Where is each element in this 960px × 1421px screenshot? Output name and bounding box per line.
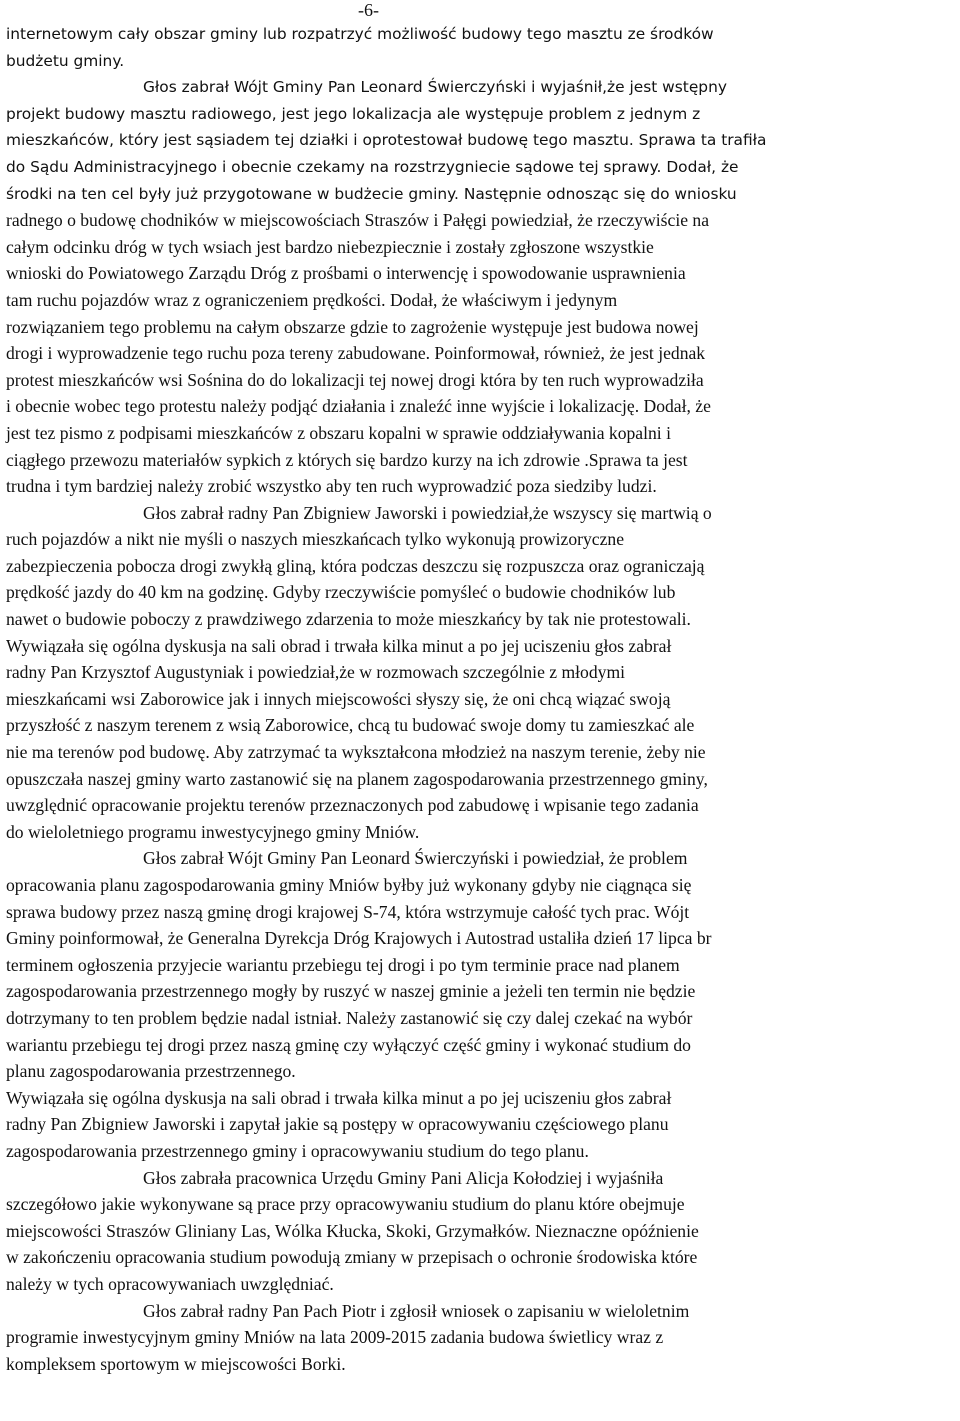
text-line: i obecnie wobec tego protestu należy podjąć działania i znaleźć inne wyjście i lokalizację. Dodał, że	[6, 396, 711, 417]
text-line: Gminy poinformował, że Generalna Dyrekcja Dróg Krajowych i Autostrad ustaliła dzień 17 lipca br	[6, 928, 712, 949]
text-line: przyszłość z naszym terenem z wsią Zaborowice, chcą tu budować swoje domy tu zamieszkać ale	[6, 715, 695, 736]
text-line: środki na ten cel były już przygotowane w budżecie gminy. Następnie odnosząc się do wniosku	[6, 184, 737, 203]
text-line: tam ruchu pojazdów wraz z ograniczeniem prędkości. Dodał, że właściwym i jedynym	[6, 289, 618, 310]
text-line: Głos zabrał radny Pan Pach Piotr i zgłosił wniosek o zapisaniu w wieloletnim	[143, 1300, 690, 1321]
text-line: opracowania planu zagospodarowania gminy Mniów byłby już wykonany gdyby nie ciągnąca się	[6, 875, 692, 895]
text-line: Głos zabrał radny Pan Zbigniew Jaworski i powiedział,że wszyscy się martwią o	[143, 502, 712, 523]
text-line: wnioski do Powiatowego Zarządu Dróg z prośbami o interwencję i spowodowanie usprawnienia	[6, 263, 686, 284]
text-line: nawet o budowie poboczy z prawdziwego zdarzenia to może mieszkańcy by tak nie protestowali.	[6, 609, 691, 630]
text-line: programie inwestycyjnym gminy Mniów na lata 2009-2015 zadania budowa świetlicy wraz z	[6, 1327, 664, 1348]
text-line: do wieloletniego programu inwestycyjnego gminy Mniów.	[6, 821, 420, 842]
text-line: całym odcinku dróg w tych wsiach jest bardzo niebezpiecznie i zostały zgłoszone wszystkie	[6, 236, 654, 257]
text-line: Wywiązała się ogólna dyskusja na sali obrad i trwała kilka minut a po jej uciszeniu głos zabrał	[6, 635, 672, 656]
text-line: miejscowości Straszów Gliniany Las, Wólka Kłucka, Skoki, Grzymałków. Nieznaczne opóźnienie	[6, 1220, 699, 1241]
text-line: internetowym cały obszar gminy lub rozpatrzyć możliwość budowy tego masztu ze środków	[6, 25, 714, 43]
text-line: radny Pan Krzysztof Augustyniak i powiedział,że w rozmowach szczególnie z młodymi	[6, 662, 626, 683]
text-line: szczegółowo jakie wykonywane są prace przy opracowywaniu studium do planu które obejmuje	[6, 1194, 685, 1215]
text-line: do Sądu Administracyjnego i obecnie czekamy na rozstrzygniecie sądowe tej sprawy. Dodał, że	[6, 157, 739, 176]
text-line: planu zagospodarowania przestrzennego.	[6, 1061, 296, 1082]
text-line: uwzględnić opracowanie projektu terenów przeznaczonych pod zabudowę i wpisanie tego zadania	[6, 795, 699, 816]
text-line: drogi i wyprowadzenie tego ruchu poza tereny zabudowane. Poinformował, również, że jest jednak	[6, 343, 706, 364]
text-line: Głos zabrał Wójt Gminy Pan Leonard Świerczyński i wyjaśnił,że jest wstępny	[143, 78, 727, 97]
text-line: Głos zabrała pracownica Urzędu Gminy Pani Alicja Kołodziej i wyjaśniła	[143, 1167, 664, 1188]
text-line: należy w tych opracowywaniach uwzględniać.	[6, 1273, 334, 1294]
document-body	[6, 21, 956, 1377]
text-line: zagospodarowania przestrzennego mogły by ruszyć w naszej gminie a jeżeli ten termin nie będzie	[6, 981, 696, 1002]
text-line: opuszczała naszej gminy warto zastanowić się na planem zagospodarowania przestrzennego gminy,	[6, 768, 708, 789]
text-line: prędkość jazdy do 40 km na godzinę. Gdyby rzeczywiście pomyśleć o budowie chodników lub	[6, 582, 676, 603]
text-line: w zakończeniu opracowania studium powodują zmiany w przepisach o ochronie środowiska które	[6, 1247, 698, 1268]
text-line: Głos zabrał Wójt Gminy Pan Leonard Świerczyński i powiedział, że problem	[143, 848, 688, 869]
text-line: zagospodarowania przestrzennego gminy i opracowywaniu studium do tego planu.	[6, 1140, 589, 1161]
text-line: dotrzymany to ten problem będzie nadal istniał. Należy zastanowić się czy dalej czekać na wybór	[6, 1007, 693, 1028]
text-line: protest mieszkańców wsi Sośnina do do lokalizacji tej nowej drogi która by ten ruch wyprowadziła	[6, 369, 704, 390]
text-line: Wywiązała się ogólna dyskusja na sali obrad i trwała kilka minut a po jej uciszeniu głos zabrał	[6, 1087, 672, 1108]
text-line: kompleksem sportowym w miejscowości Borki.	[6, 1353, 346, 1374]
text-line: radnego o budowę chodników w miejscowościach Straszów i Pałęgi powiedział, że rzeczywiście na	[6, 210, 710, 231]
text-line: zabezpieczenia pobocza drogi zwykłą gliną, która podczas deszczu się rozpuszcza oraz ograniczają	[6, 555, 705, 576]
text-line: radny Pan Zbigniew Jaworski i zapytał jakie są postępy w opracowywaniu częściowego planu	[6, 1114, 669, 1135]
text-line: wariantu przebiegu tej drogi przez naszą gminę czy wyłączyć część gminy i wykonać studium do	[6, 1034, 691, 1055]
text-line: terminem ogłoszenia przyjecie wariantu przebiegu tej drogi i po tym terminie prace nad planem	[6, 954, 680, 975]
text-line: ruch pojazdów a nikt nie myśli o naszych mieszkańcach tylko wykonują prowizoryczne	[6, 529, 625, 550]
text-line: trudna i tym bardziej należy zrobić wszystko aby ten ruch wyprowadzić poza siedziby ludzi.	[6, 476, 657, 497]
text-line: rozwiązaniem tego problemu na całym obszarze gdzie to zagrożenie występuje jest budowa nowej	[6, 316, 699, 337]
text-line: ciągłego przewozu materiałów sypkich z których się bardzo kurzy na ich zdrowie .Sprawa ta jest	[6, 449, 688, 470]
text-line: jest tez pismo z podpisami mieszkańców z obszaru kopalni w sprawie oddziaływania kopalni i	[6, 422, 671, 443]
page-number: -6-	[358, 0, 379, 20]
text-line: nie ma terenów pod budowę. Aby zatrzymać ta wykształcona młodzież na naszym terenie, żeby nie	[6, 742, 706, 763]
text-line: mieszkańcami wsi Zaborowice jak i innych miejscowości słyszy się, że oni chcą wiązać swoją	[6, 688, 671, 709]
text-line: sprawa budowy przez naszą gminę drogi krajowej S-74, która wstrzymuje całość tych prac. Wójt	[6, 901, 690, 922]
text-line: mieszkańców, który jest sąsiadem tej działki i oprotestował budowę tego masztu. Sprawa ta trafiła	[6, 131, 767, 150]
text-line: budżetu gminy.	[6, 51, 125, 70]
text-line: projekt budowy masztu radiowego, jest jego lokalizacja ale występuje problem z jednym z	[6, 104, 701, 123]
